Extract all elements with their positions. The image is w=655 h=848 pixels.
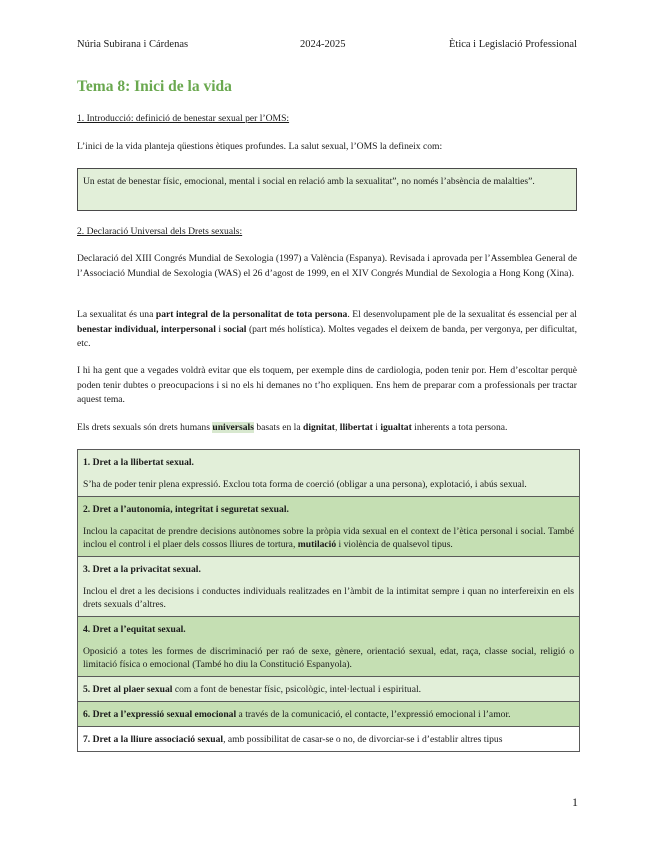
right-7-body: , amb possibilitat de casar-se o no, de divorciar-se i d’establir altres tipus <box>223 734 503 745</box>
section-2-heading: 2. Declaració Universal dels Drets sexuals: <box>77 226 243 237</box>
highlight-universals: universals <box>212 422 254 433</box>
right-3-body: Inclou el dret a les decisions i conductes individuals realitzades en l’àmbit de la intimitat sempre i quan no interfereixin en els drets sexuals d’altres. <box>83 586 574 610</box>
human-rights-paragraph: Els drets sexuals són drets humans universals basats en la dignitat, llibertat i igualtat inherents a tota persona. <box>77 422 508 433</box>
who-definition-box <box>77 168 577 211</box>
header-subject: Ètica i Legislació Professional <box>448 39 577 50</box>
right-3-title: 3. Dret a la privacitat sexual. <box>83 564 201 575</box>
right-row-7 <box>78 727 580 752</box>
highlight-integral-part: part integral de la personalitat de tota persona <box>155 309 348 320</box>
right-4-title: 4. Dret a l’equitat sexual. <box>83 624 186 635</box>
right-1-title: 1. Dret a la llibertat sexual. <box>83 457 194 468</box>
page-title: Tema 8: Inici de la vida <box>77 78 232 95</box>
section-1-intro: L’inici de la vida planteja qüestions ètiques profundes. La salut sexual, l’OMS la defineix com: <box>77 141 443 152</box>
right-6-title: 6. Dret a l’expressió sexual emocional <box>83 709 237 720</box>
right-7-title: 7. Dret a la lliure associació sexual <box>83 734 224 745</box>
right-row-2 <box>78 497 580 557</box>
page-number: 1 <box>572 795 578 809</box>
declaration-paragraph: Declaració del XIII Congrés Mundial de Sexologia (1997) a València (Espanya). Revisada i aprovada per l’Assemblea General de l’Associació Mundial de Sexologia (WAS) el 26 d’agost de 1999, en el XIV Congrés Mundial de Sexologia a Hong Kong (Xina). <box>77 253 577 279</box>
highlight-social: social <box>223 323 247 335</box>
professional-paragraph: I hi ha gent que a vegades voldrà evitar que els toquem, per exemple dins de cardiologia, poden tenir por. Hem d’escoltar perquè poden tenir dubtes o preocupacions i si no els hi demanes no t’ho expliquen. Ens hem de preparar com a professionals per tractar aquest tema. <box>77 365 577 405</box>
sexuality-paragraph: La sexualitat és una part integral de la personalitat de tota persona. El desenvolupament ple de la sexualitat és essencial per al benestar individual, interpersonal i social (part més holística). Moltes vegades el deixem de banda, per vergonya, per dificultat, etc. <box>77 309 577 349</box>
right-6-body: a través de la comunicació, el contacte, l’expressió emocional i l’amor. <box>236 709 511 720</box>
right-5-body: com a font de benestar físic, psicològic, intel·lectual i espiritual. <box>172 684 422 695</box>
highlight-wellbeing: benestar individual, interpersonal <box>77 323 216 335</box>
who-definition-text: Un estat de benestar físic, emocional, mental i social en relació amb la sexualitat”, no només l’absència de malalties”. <box>83 176 535 187</box>
right-row-3 <box>78 557 580 617</box>
header-author: Núria Subirana i Cárdenas <box>77 39 189 50</box>
right-row-5 <box>78 677 580 702</box>
right-5-title: 5. Dret al plaer sexual <box>83 684 173 695</box>
header-year: 2024-2025 <box>300 39 346 50</box>
right-4-body: Oposició a totes les formes de discriminació per raó de sexe, gènere, orientació sexual, edat, raça, classe social, religió o limitació física o emocional (També ho diu la Constitució Espanyola). <box>83 646 574 670</box>
right-row-4 <box>78 617 580 677</box>
sexual-rights-table <box>77 449 580 752</box>
right-1-body: S’ha de poder tenir plena expressió. Exclou tota forma de coerció (obligar a una persona), explotació, i abús sexual. <box>83 479 527 490</box>
right-2-body: Inclou la capacitat de prendre decisions autònomes sobre la pròpia vida sexual en el context de l’ètica personal i social. També inclou el control i el plaer dels cossos lliures de tortura, mutilació i violència de qualsevol tipus. <box>83 526 574 550</box>
section-1-heading: 1. Introducció: definició de benestar sexual per l’OMS: <box>77 113 290 124</box>
right-2-title: 2. Dret a l’autonomia, integritat i seguretat sexual. <box>83 504 289 515</box>
right-row-1 <box>78 450 580 497</box>
right-row-6 <box>78 702 580 727</box>
